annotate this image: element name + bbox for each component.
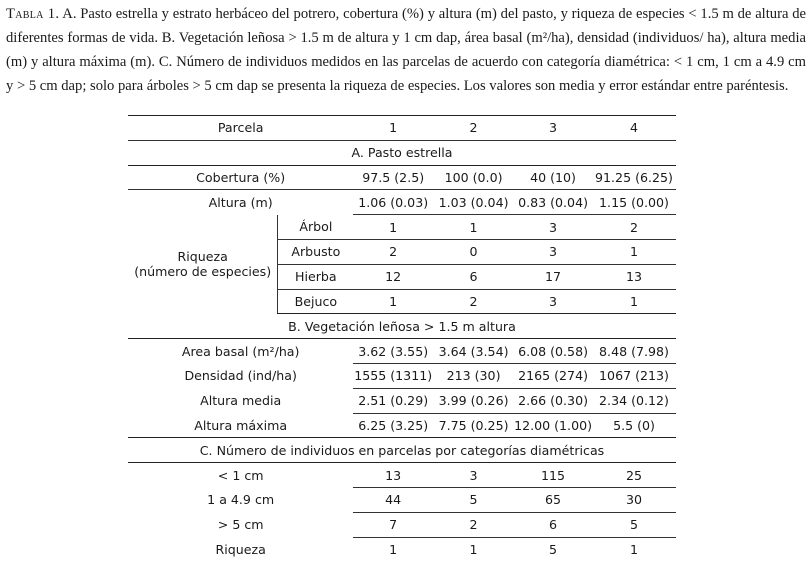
cell: 0 (433, 239, 514, 264)
cell: 2 (433, 512, 514, 537)
cell: 13 (353, 463, 433, 488)
riqueza-label-line2: (número de especies) (134, 264, 272, 280)
cell: 8.48 (7.98) (592, 339, 676, 364)
row-label: Árbol (278, 215, 353, 240)
riqueza-label-line1: Riqueza (177, 249, 228, 265)
caption-label: Tabla 1. (6, 6, 60, 22)
cell: 17 (514, 264, 592, 289)
cell: 5 (549, 541, 558, 557)
cell: 2165 (274) (514, 363, 592, 388)
cell: 1 (630, 541, 639, 557)
header-col: 2 (433, 116, 514, 141)
cell: 115 (514, 463, 592, 488)
cell: 3 (514, 239, 592, 264)
cell: 1 (433, 215, 514, 240)
cell: 5 (433, 487, 514, 512)
cell: 0.83 (0.04) (514, 190, 592, 215)
cell: 2.66 (0.30) (514, 388, 592, 413)
cell: 1 (469, 541, 478, 557)
table-row (128, 537, 676, 561)
table-row (128, 363, 676, 388)
table-row (128, 339, 676, 364)
cell: 1.06 (0.03) (353, 190, 433, 215)
section-c-title: C. Número de individuos en parcelas por categorías diamétricas (128, 438, 676, 463)
cell: 7 (353, 512, 433, 537)
cell: 12 (353, 264, 433, 289)
cell: 3.62 (3.55) (353, 339, 433, 364)
cell: 213 (30) (433, 363, 514, 388)
cell: 1 (353, 289, 433, 314)
data-table (128, 115, 676, 561)
row-label: > 5 cm (217, 517, 264, 533)
row-label: Hierba (278, 264, 353, 289)
table-row (128, 512, 676, 537)
cell: 2.51 (0.29) (353, 388, 433, 413)
row-label: Altura (m) (208, 195, 273, 211)
row-label: Cobertura (%) (128, 165, 353, 190)
cell: 1 (353, 215, 433, 240)
riqueza-label (128, 215, 278, 314)
cell: 44 (353, 487, 433, 512)
row-label: Densidad (ind/ha) (184, 368, 297, 384)
section-title-row (128, 314, 676, 339)
cell: 40 (10) (514, 165, 592, 190)
cell: 6 (514, 512, 592, 537)
cell: 1.03 (0.04) (433, 190, 514, 215)
header-col: 1 (353, 116, 433, 141)
header-col: 4 (592, 116, 676, 141)
cell: 91.25 (6.25) (592, 165, 676, 190)
cell: 6.25 (3.25) (353, 413, 433, 438)
row-label: 1 a 4.9 cm (207, 492, 275, 508)
row-label: Riqueza (215, 541, 266, 557)
cell: 1555 (1311) (353, 363, 433, 388)
table-row (128, 165, 676, 190)
section-a-title: A. Pasto estrella (128, 140, 676, 165)
row-label: Altura media (200, 393, 282, 409)
section-b-title: B. Vegetación leñosa > 1.5 m altura (128, 314, 676, 339)
cell: 1.15 (0.00) (592, 190, 676, 215)
cell: 30 (592, 487, 676, 512)
row-label: < 1 cm (217, 467, 264, 483)
header-col: 3 (514, 116, 592, 141)
cell: 6 (433, 264, 514, 289)
cell: 13 (592, 264, 676, 289)
row-label: Arbusto (278, 239, 353, 264)
cell: 100 (0.0) (433, 165, 514, 190)
cell: 6.08 (0.58) (514, 339, 592, 364)
cell: 1 (592, 289, 676, 314)
cell: 97.5 (2.5) (353, 165, 433, 190)
cell: 12.00 (1.00) (514, 413, 592, 438)
cell: 1 (592, 239, 676, 264)
row-label: Area basal (m²/ha) (181, 343, 300, 359)
cell: 7.75 (0.25) (433, 413, 514, 438)
cell: 2 (592, 215, 676, 240)
table-row (128, 388, 676, 413)
section-title-row (128, 140, 676, 165)
cell: 5 (592, 512, 676, 537)
table-row (128, 190, 676, 215)
table-row (128, 215, 676, 240)
cell: 3.99 (0.26) (433, 388, 514, 413)
table-caption (6, 2, 806, 98)
table-row (128, 463, 676, 488)
table-row (128, 487, 676, 512)
cell: 3.64 (3.54) (433, 339, 514, 364)
table-row (128, 413, 676, 438)
cell: 3 (514, 215, 592, 240)
header-label: Parcela (128, 116, 353, 141)
cell: 65 (514, 487, 592, 512)
cell: 3 (514, 289, 592, 314)
caption-text: A. Pasto estrella y estrato herbáceo del potrero, cobertura (%) y altura (m) del pasto, y riqueza de especies < 1.5 m de altura de diferentes formas de vida. B. Vegetación leñosa > 1.5 m de altura y 1 cm dap, área basal (m²/ha), densidad (individuos/ ha), altura media (m) y altura máxima (m). C. Número de individuos medidos en las parcelas de acuerdo con categoría diamétrica: < 1 cm, 1 cm a 4.9 cm y > 5 cm dap; solo para árboles > 5 cm dap se presenta la riqueza de especies. Los valores son media y error estándar entre paréntesis. (6, 6, 806, 94)
cell: 2 (433, 289, 514, 314)
cell: 25 (592, 463, 676, 488)
header-row (128, 116, 676, 141)
cell: 2.34 (0.12) (592, 388, 676, 413)
cell: 1 (389, 541, 398, 557)
cell: 2 (353, 239, 433, 264)
row-label: Bejuco (278, 289, 353, 314)
row-label: Altura máxima (128, 413, 353, 438)
cell: 5.5 (0) (592, 413, 676, 438)
cell: 3 (433, 463, 514, 488)
cell: 1067 (213) (592, 363, 676, 388)
section-title-row (128, 438, 676, 463)
